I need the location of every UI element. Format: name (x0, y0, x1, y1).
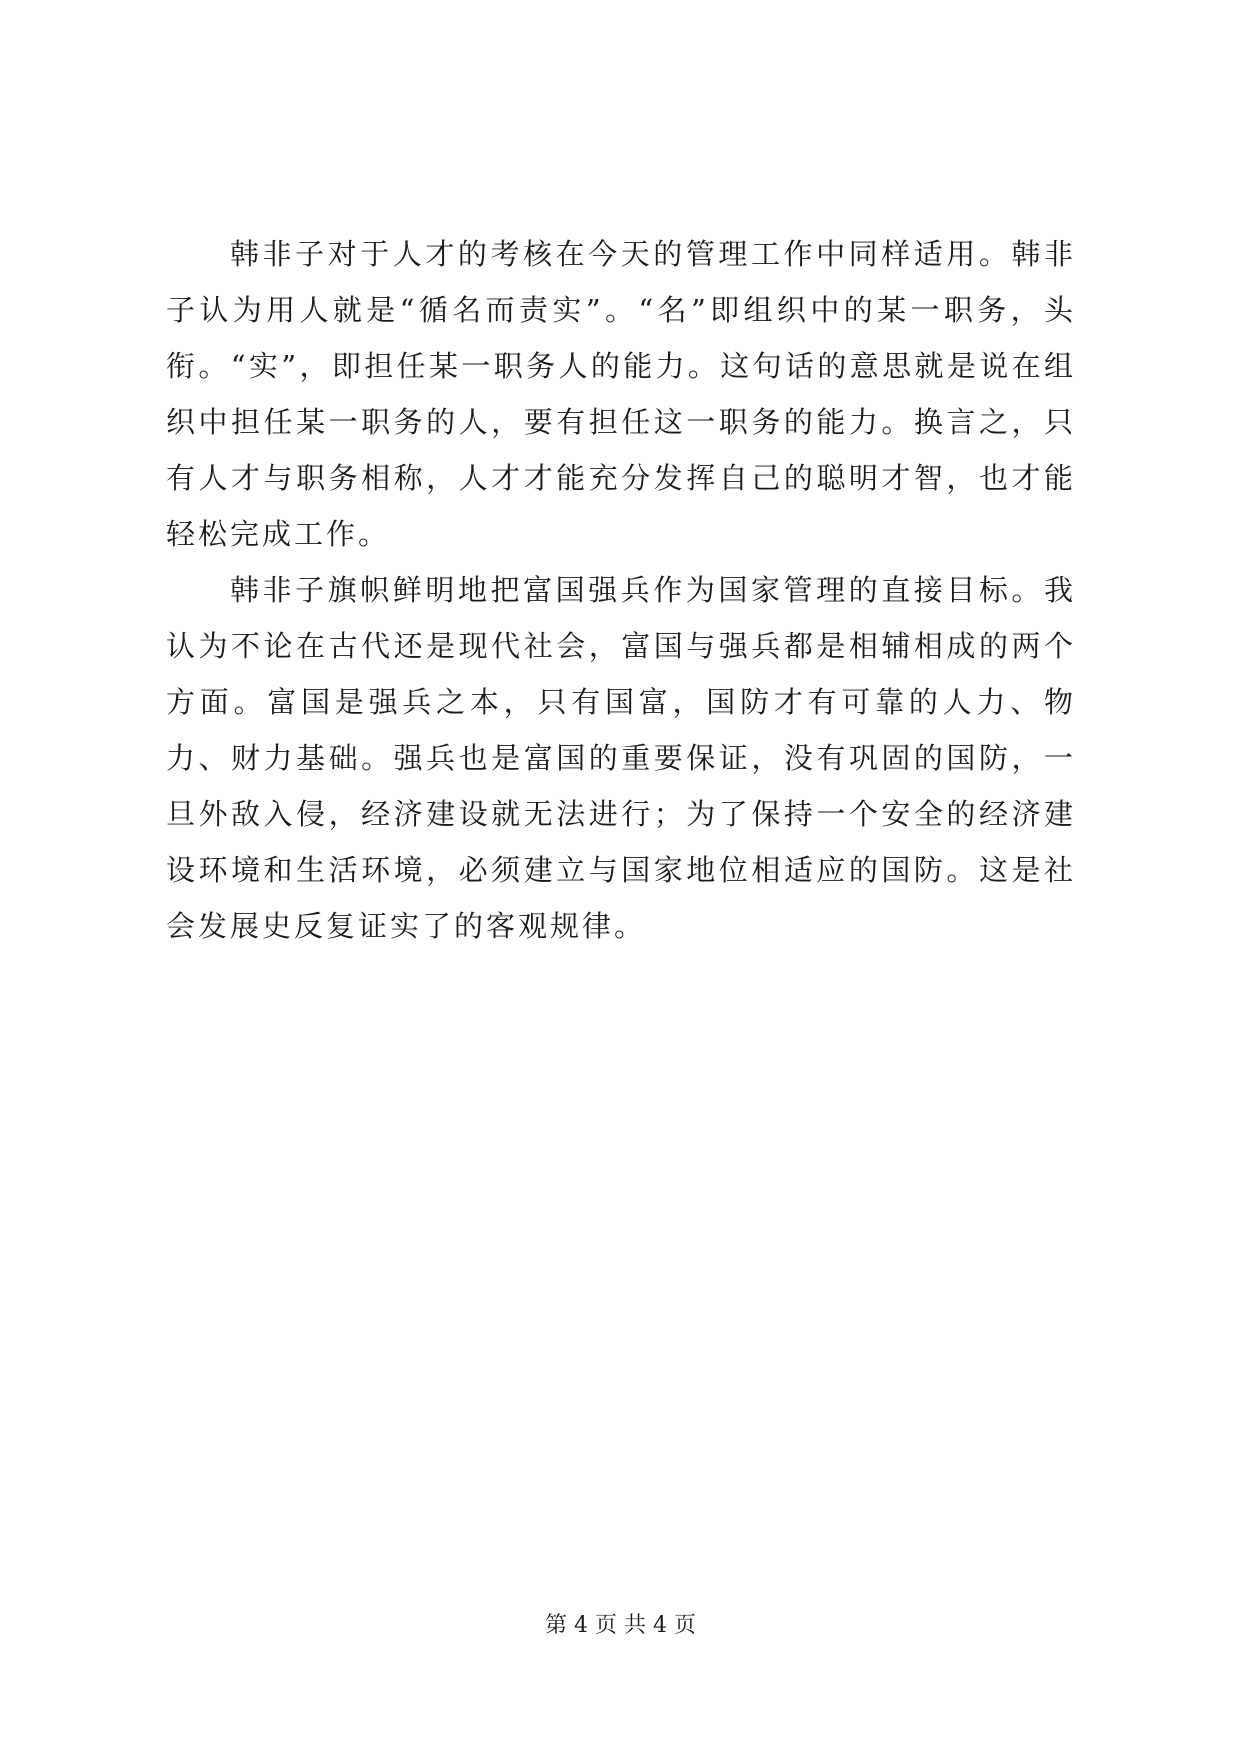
page-number-footer: 第 4 页 共 4 页 (545, 1613, 696, 1638)
document-body (166, 226, 1076, 954)
paragraph: 韩非子对于人才的考核在今天的管理工作中同样适用。韩非子认为用人就是“循名而责实”。“名”即组织中的某一职务，头衔。“实”，即担任某一职务人的能力。这句话的意思就是说在组织中担任某一职务的人，要有担任这一职务的能力。换言之，只有人才与职务相称，人才才能充分发挥自己的聪明才智，也才能轻松完成工作。 (166, 237, 1076, 551)
paragraph: 韩非子旗帜鲜明地把富国强兵作为国家管理的直接目标。我认为不论在古代还是现代社会，富国与强兵都是相辅相成的两个方面。富国是强兵之本，只有国富，国防才有可靠的人力、物力、财力基础。强兵也是富国的重要保证，没有巩固的国防，一旦外敌入侵，经济建设就无法进行；为了保持一个安全的经济建设环境和生活环境，必须建立与国家地位相适应的国防。这是社会发展史反复证实了的客观规律。 (166, 573, 1076, 943)
